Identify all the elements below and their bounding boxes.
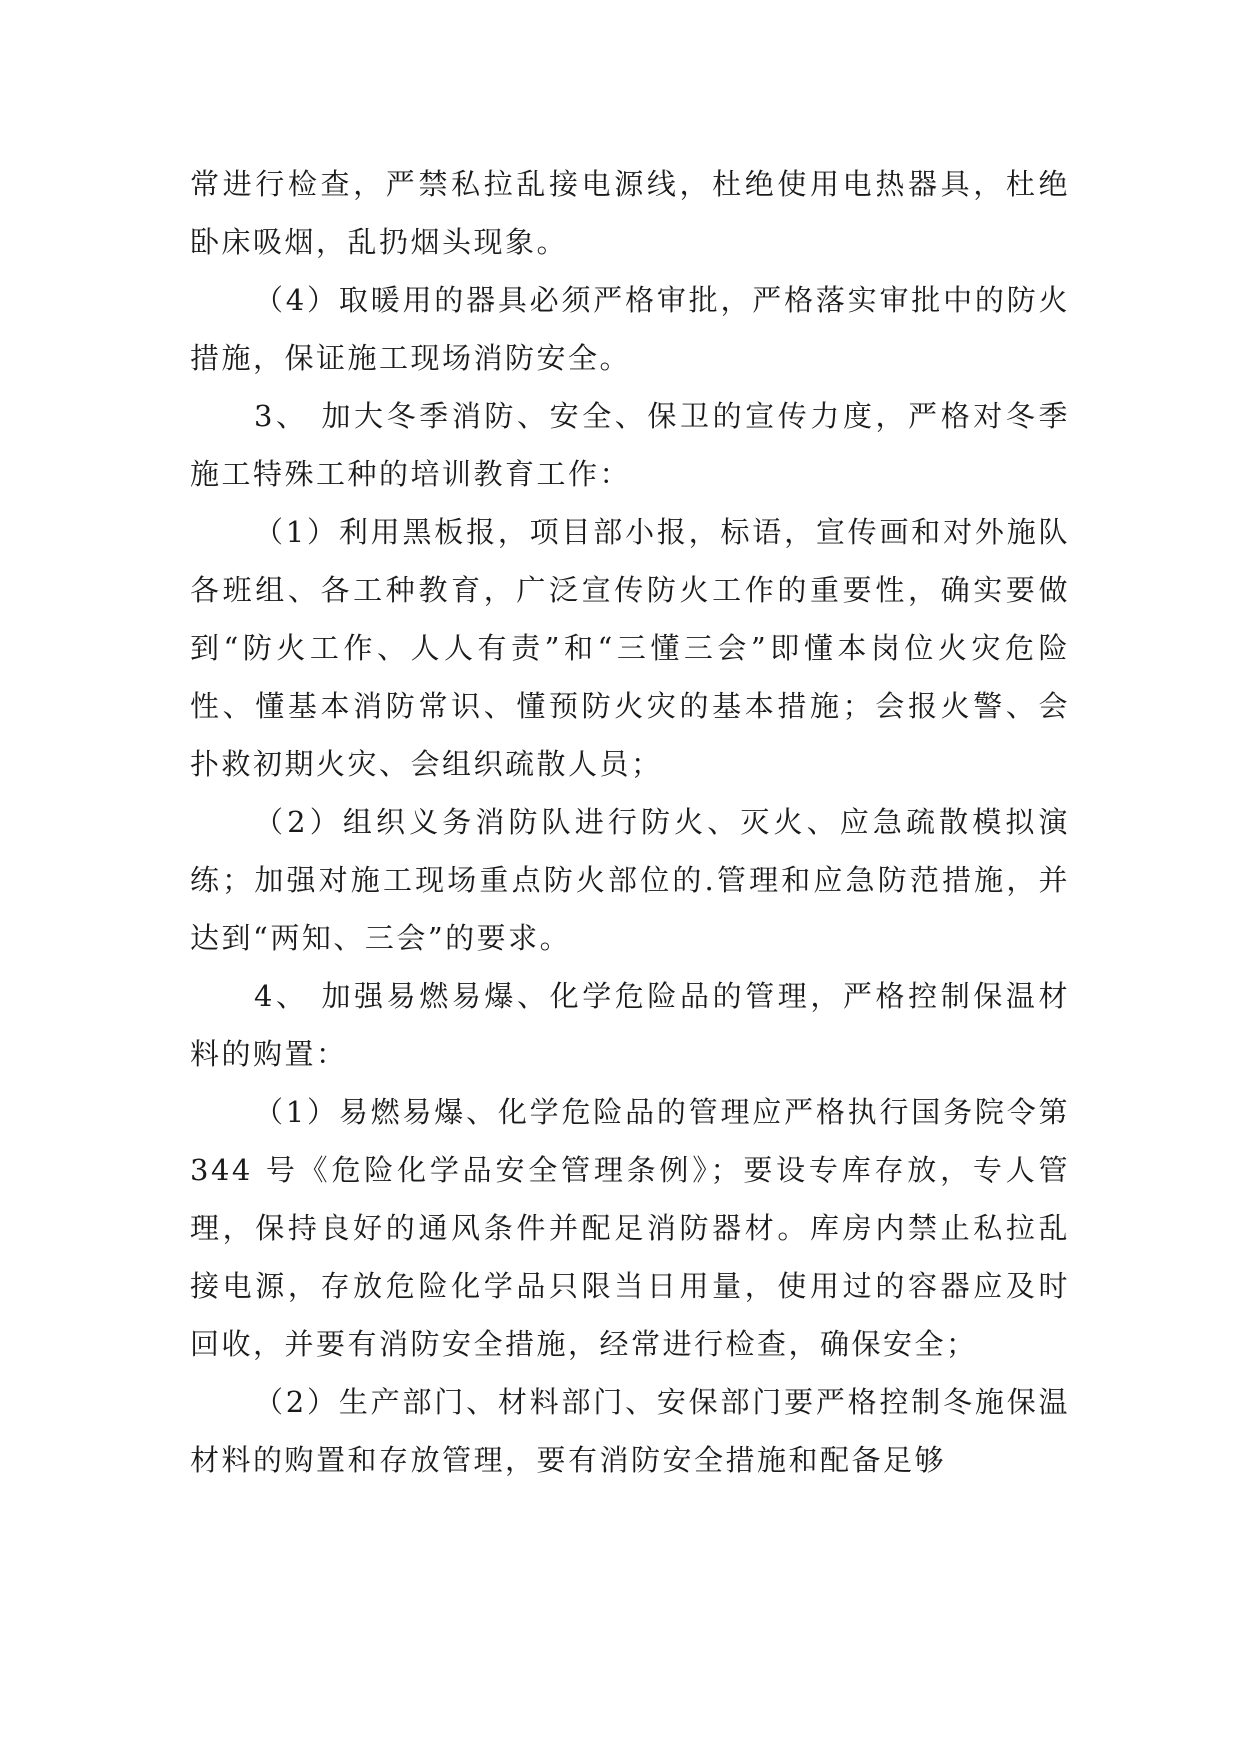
paragraph-p1: 常进行检查，严禁私拉乱接电源线，杜绝使用电热器具，杜绝卧床吸烟，乱扔烟头现象。 xyxy=(190,167,1070,259)
paragraph-p2: （4）取暖用的器具必须严格审批，严格落实审批中的防火措施，保证施工现场消防安全。 xyxy=(190,283,1070,375)
paragraph-p3: 3、 加大冬季消防、安全、保卫的宣传力度，严格对冬季施工特殊工种的培训教育工作： xyxy=(190,399,1070,491)
paragraph-p5: （2）组织义务消防队进行防火、灭火、应急疏散模拟演练；加强对施工现场重点防火部位的.管理和应急防范措施，并达到“两知、三会”的要求。 xyxy=(190,805,1070,955)
paragraph-p6: 4、 加强易燃易爆、化学危险品的管理，严格控制保温材料的购置： xyxy=(190,979,1070,1071)
paragraph-p7: （1）易燃易爆、化学危险品的管理应严格执行国务院令第 344 号《危险化学品安全管理条例》；要设专库存放，专人管理，保持良好的通风条件并配足消防器材。库房内禁止私拉乱接电源，存放危险化学品只限当日用量，使用过的容器应及时回收，并要有消防安全措施，经常进行检查，确保安全； xyxy=(190,1095,1070,1361)
document-body xyxy=(190,155,1070,1489)
paragraph-p4: （1）利用黑板报，项目部小报，标语，宣传画和对外施队各班组、各工种教育，广泛宣传防火工作的重要性，确实要做到“防火工作、人人有责”和“三懂三会”即懂本岗位火灾危险性、懂基本消防常识、懂预防火灾的基本措施；会报火警、会扑救初期火灾、会组织疏散人员； xyxy=(190,515,1070,781)
paragraph-p8: （2）生产部门、材料部门、安保部门要严格控制冬施保温材料的购置和存放管理，要有消防安全措施和配备足够 xyxy=(190,1385,1070,1477)
